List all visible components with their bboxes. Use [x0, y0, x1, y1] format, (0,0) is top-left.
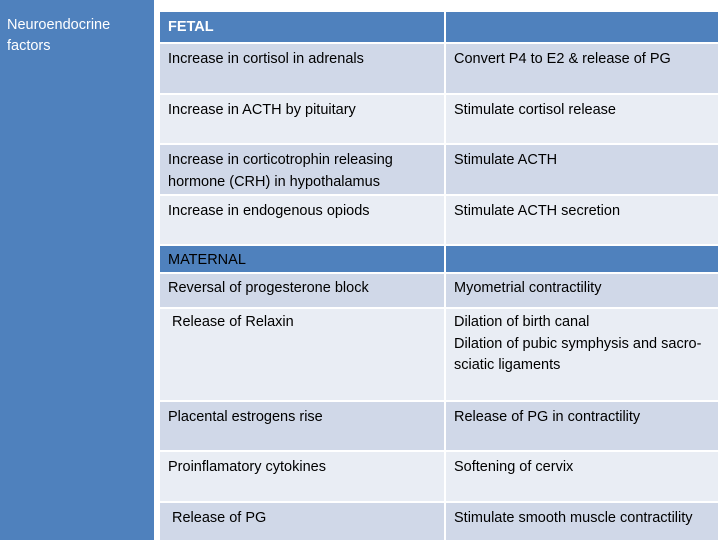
side-column — [0, 0, 157, 540]
effect-line: Dilation of birth canal — [454, 314, 590, 330]
effect-cell: Stimulate ACTH secretion — [446, 196, 720, 246]
effect-cell: Softening of cervix — [446, 452, 720, 503]
effect-cell — [446, 309, 720, 402]
fetal-header: FETAL — [160, 12, 446, 44]
table-row — [160, 44, 720, 95]
factor-cell: Reversal of progesterone block — [160, 274, 446, 309]
table-row — [160, 309, 720, 402]
factor-cell: Placental estrogens rise — [160, 402, 446, 452]
factor-cell: Increase in endogenous opiods — [160, 196, 446, 246]
effect-cell: Stimulate cortisol release — [446, 95, 720, 145]
maternal-header-row — [160, 246, 720, 274]
table-row — [160, 452, 720, 503]
fetal-header-empty — [446, 12, 720, 44]
factor-cell: Increase in corticotrophin releasing hormone (CRH) in hypothalamus — [160, 145, 446, 196]
effect-cell: Stimulate smooth muscle contractility — [446, 503, 720, 540]
fetal-header-row — [160, 12, 720, 44]
maternal-header-empty — [446, 246, 720, 274]
table-row — [160, 503, 720, 540]
factor-cell: Increase in cortisol in adrenals — [160, 44, 446, 95]
table-row — [160, 402, 720, 452]
table-row — [160, 145, 720, 196]
maternal-header: MATERNAL — [160, 246, 446, 274]
table-row — [160, 95, 720, 145]
effect-cell: Stimulate ACTH — [446, 145, 720, 196]
table-row — [160, 274, 720, 309]
factor-cell: Increase in ACTH by pituitary — [160, 95, 446, 145]
factor-cell: Release of PG — [160, 503, 446, 540]
table-row — [160, 196, 720, 246]
effect-cell: Myometrial contractility — [446, 274, 720, 309]
side-column-label: Neuroendocrine factors — [7, 17, 111, 54]
effect-line: Dilation of pubic symphysis and sacro-sciatic ligaments — [454, 335, 702, 373]
factor-cell: Release of Relaxin — [160, 309, 446, 402]
effect-cell: Release of PG in contractility — [446, 402, 720, 452]
factor-cell: Proinflamatory cytokines — [160, 452, 446, 503]
effect-cell: Convert P4 to E2 & release of PG — [446, 44, 720, 95]
